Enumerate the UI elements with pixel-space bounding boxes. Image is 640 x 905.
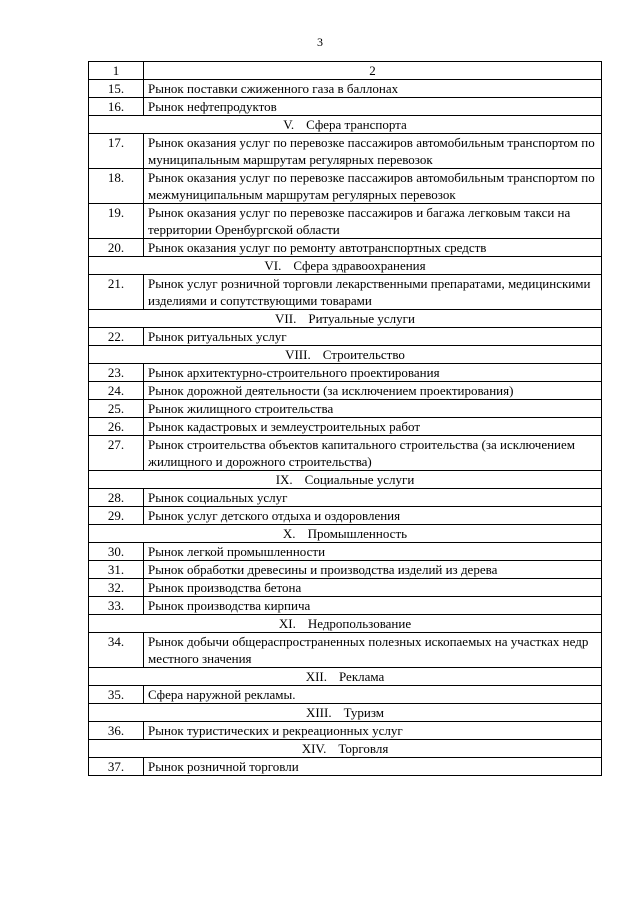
section-header-row <box>89 740 602 758</box>
market-name: Рынок производства бетона <box>144 579 602 597</box>
section-header-row <box>89 471 602 489</box>
table-row <box>89 418 602 436</box>
section-title: Строительство <box>322 347 405 362</box>
section-title: Торговля <box>338 741 389 756</box>
section-roman-numeral: V. <box>283 117 295 132</box>
table-row <box>89 543 602 561</box>
section-roman-numeral: VIII. <box>285 347 311 362</box>
row-number: 23. <box>89 364 144 382</box>
section-header <box>89 310 602 328</box>
market-name: Рынок добычи общераспространенных полезных ископаемых на участках недр местного значения <box>144 633 602 668</box>
header-col-1: 1 <box>89 62 144 80</box>
table-row <box>89 722 602 740</box>
section-header-row <box>89 310 602 328</box>
table-row <box>89 400 602 418</box>
section-header <box>89 116 602 134</box>
row-number: 29. <box>89 507 144 525</box>
market-name: Рынок легкой промышленности <box>144 543 602 561</box>
market-name: Рынок оказания услуг по перевозке пассажиров автомобильным транспортом по межмуниципальным маршрутам регулярных перевозок <box>144 169 602 204</box>
market-name: Рынок услуг розничной торговли лекарственными препаратами, медицинскими изделиями и сопутствующими товарами <box>144 275 602 310</box>
row-number: 18. <box>89 169 144 204</box>
table-row <box>89 686 602 704</box>
market-name: Рынок обработки древесины и производства изделий из дерева <box>144 561 602 579</box>
section-header <box>89 740 602 758</box>
row-number: 24. <box>89 382 144 400</box>
table-row <box>89 169 602 204</box>
table-row <box>89 489 602 507</box>
table-header-row <box>89 62 602 80</box>
section-header-row <box>89 704 602 722</box>
section-header <box>89 471 602 489</box>
row-number: 27. <box>89 436 144 471</box>
table-row <box>89 80 602 98</box>
section-header-row <box>89 668 602 686</box>
row-number: 30. <box>89 543 144 561</box>
section-title: Ритуальные услуги <box>308 311 415 326</box>
page-number: 3 <box>317 35 323 49</box>
section-roman-numeral: VII. <box>275 311 297 326</box>
section-header <box>89 525 602 543</box>
table-row <box>89 364 602 382</box>
table-row <box>89 134 602 169</box>
markets-table <box>88 61 602 776</box>
section-roman-numeral: XI. <box>278 616 296 631</box>
row-number: 20. <box>89 239 144 257</box>
market-name: Рынок оказания услуг по перевозке пассажиров и багажа легковым такси на территории Оренбургской области <box>144 204 602 239</box>
table-row <box>89 633 602 668</box>
section-header-row <box>89 615 602 633</box>
table-row <box>89 204 602 239</box>
market-name: Рынок архитектурно-строительного проектирования <box>144 364 602 382</box>
table-row <box>89 561 602 579</box>
table-row <box>89 382 602 400</box>
market-name: Рынок производства кирпича <box>144 597 602 615</box>
row-number: 31. <box>89 561 144 579</box>
row-number: 35. <box>89 686 144 704</box>
market-name: Рынок жилищного строительства <box>144 400 602 418</box>
row-number: 16. <box>89 98 144 116</box>
market-name: Рынок дорожной деятельности (за исключением проектирования) <box>144 382 602 400</box>
header-col-2: 2 <box>144 62 602 80</box>
row-number: 32. <box>89 579 144 597</box>
section-roman-numeral: XIII. <box>305 705 332 720</box>
table-row <box>89 328 602 346</box>
row-number: 19. <box>89 204 144 239</box>
row-number: 28. <box>89 489 144 507</box>
table-row <box>89 436 602 471</box>
row-number: 25. <box>89 400 144 418</box>
section-title: Недропользование <box>307 616 412 631</box>
table-row <box>89 758 602 776</box>
row-number: 26. <box>89 418 144 436</box>
section-roman-numeral: XII. <box>305 669 327 684</box>
market-name: Рынок строительства объектов капитального строительства (за исключением жилищного и дорожного строительства) <box>144 436 602 471</box>
market-name: Рынок услуг детского отдыха и оздоровления <box>144 507 602 525</box>
section-header <box>89 704 602 722</box>
section-title: Социальные услуги <box>304 472 415 487</box>
section-roman-numeral: VI. <box>264 258 282 273</box>
section-title: Сфера здравоохранения <box>293 258 426 273</box>
section-roman-numeral: X. <box>282 526 296 541</box>
table-row <box>89 579 602 597</box>
section-title: Сфера транспорта <box>306 117 407 132</box>
market-name: Рынок нефтепродуктов <box>144 98 602 116</box>
section-title: Туризм <box>343 705 385 720</box>
section-roman-numeral: XIV. <box>301 741 327 756</box>
market-name: Рынок кадастровых и землеустроительных работ <box>144 418 602 436</box>
market-name: Рынок розничной торговли <box>144 758 602 776</box>
row-number: 37. <box>89 758 144 776</box>
market-name: Рынок социальных услуг <box>144 489 602 507</box>
section-roman-numeral: IX. <box>275 472 293 487</box>
section-header-row <box>89 525 602 543</box>
section-header <box>89 668 602 686</box>
row-number: 15. <box>89 80 144 98</box>
market-name: Сфера наружной рекламы. <box>144 686 602 704</box>
market-name: Рынок оказания услуг по ремонту автотранспортных средств <box>144 239 602 257</box>
row-number: 36. <box>89 722 144 740</box>
section-header <box>89 257 602 275</box>
row-number: 33. <box>89 597 144 615</box>
row-number: 17. <box>89 134 144 169</box>
section-title: Реклама <box>338 669 385 684</box>
table-row <box>89 507 602 525</box>
table-row <box>89 98 602 116</box>
section-header-row <box>89 257 602 275</box>
table-row <box>89 239 602 257</box>
market-name: Рынок туристических и рекреационных услуг <box>144 722 602 740</box>
market-name: Рынок поставки сжиженного газа в баллонах <box>144 80 602 98</box>
row-number: 21. <box>89 275 144 310</box>
section-header <box>89 346 602 364</box>
row-number: 22. <box>89 328 144 346</box>
section-title: Промышленность <box>307 526 408 541</box>
section-header-row <box>89 116 602 134</box>
table-row <box>89 275 602 310</box>
market-name: Рынок оказания услуг по перевозке пассажиров автомобильным транспортом по муниципальным маршрутам регулярных перевозок <box>144 134 602 169</box>
row-number: 34. <box>89 633 144 668</box>
table-row <box>89 597 602 615</box>
market-name: Рынок ритуальных услуг <box>144 328 602 346</box>
section-header <box>89 615 602 633</box>
section-header-row <box>89 346 602 364</box>
